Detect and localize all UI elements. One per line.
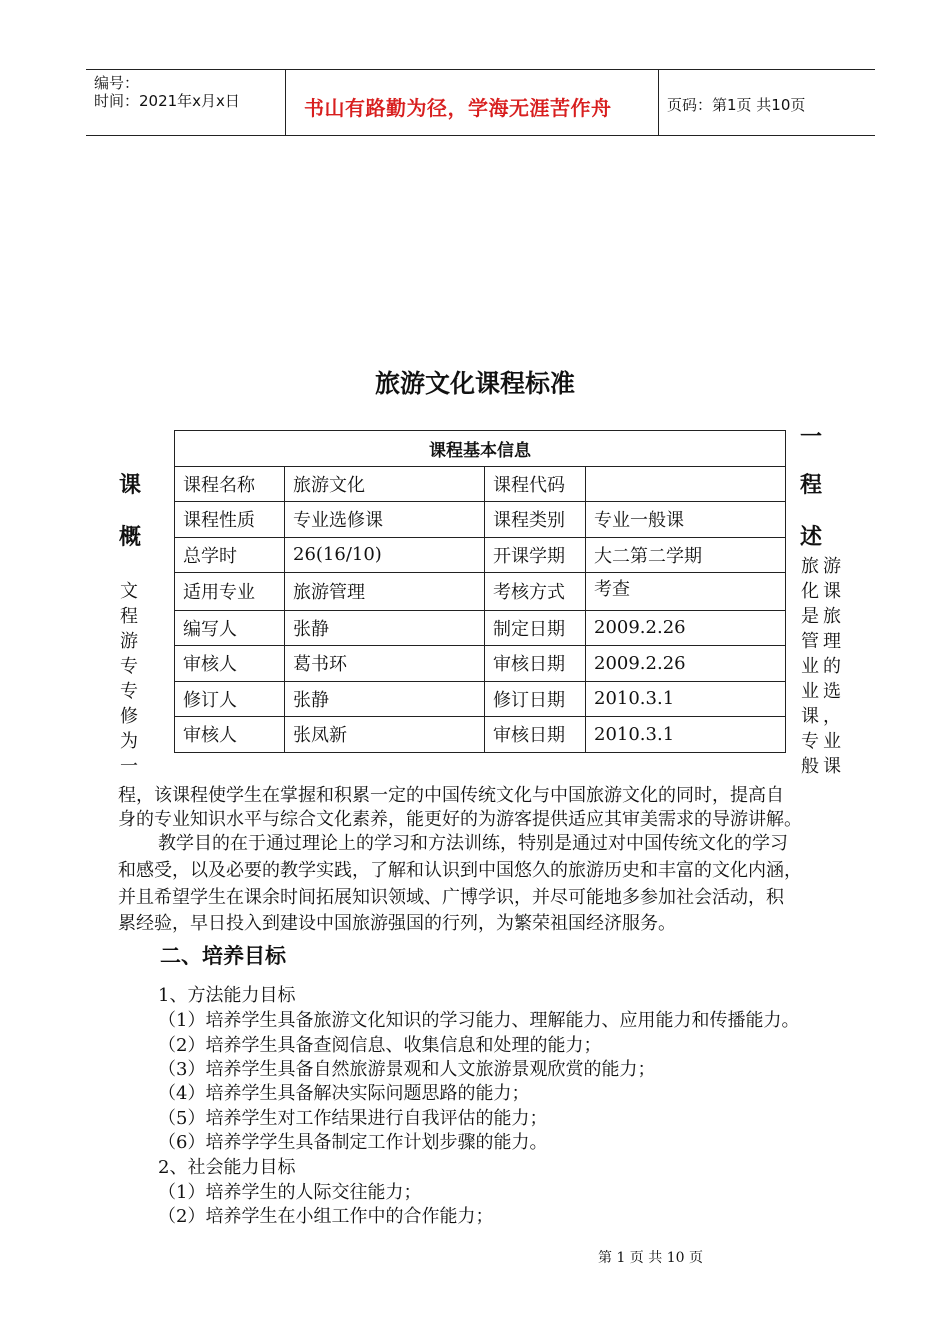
document-title: 旅游文化课程标准 (374, 369, 575, 398)
section1-heading-char-4: 概 (119, 525, 142, 550)
table-caption-row (175, 431, 786, 467)
table-row (175, 466, 786, 502)
table-cell: 2010.3.1 (586, 717, 786, 753)
table-cell: 课程代码 (485, 466, 586, 502)
table-cell: 适用专业 (175, 573, 285, 611)
wrap-left-text: 文 (120, 581, 138, 602)
table-row (175, 717, 786, 753)
table-row (175, 537, 786, 573)
table-cell: 修订人 (175, 681, 285, 717)
wrap-left-text: 修 (120, 706, 138, 727)
table-cell: 大二第二学期 (586, 537, 786, 573)
table-cell: 葛书环 (285, 646, 485, 682)
table-cell: 2010.3.1 (586, 681, 786, 717)
wrap-left-text: 为 (120, 731, 138, 752)
table-cell: 审核人 (175, 646, 285, 682)
method-item: （2）培养学生具备查阅信息、收集信息和处理的能力； (158, 1035, 602, 1056)
table-cell: 修订日期 (485, 681, 586, 717)
wrap-right-text: 业的 (801, 656, 845, 677)
table-cell: 2009.2.26 (586, 610, 786, 646)
header-page-info: 页码：第1页 共10页 (667, 96, 806, 114)
wrap-left-text: 游 (120, 631, 138, 652)
table-cell: 张静 (285, 610, 485, 646)
goal-line: 累经验，早日投入到建设中国旅游强国的行列，为繁荣祖国经济服务。 (118, 913, 676, 934)
wrap-right-text: 业选 (801, 681, 845, 702)
table-cell: 审核人 (175, 717, 285, 753)
header-divider-right (658, 69, 659, 136)
wrap-right-text: 专业 (801, 731, 845, 752)
table-cell: 专业选修课 (285, 502, 485, 538)
section1-heading-char-1: 一 (800, 425, 823, 450)
method-item: （5）培养学生对工作结果进行自我评估的能力； (158, 1108, 548, 1129)
header-time-label: 时间：2021年x月x日 (94, 92, 240, 110)
table-cell: 专业一般课 (586, 502, 786, 538)
table-cell: 课程类别 (485, 502, 586, 538)
table-cell: 旅游文化 (285, 466, 485, 502)
wrap-right-text: 旅游 (801, 556, 845, 577)
section2-heading: 二、培养目标 (160, 944, 286, 968)
wrap-right-text: 课， (801, 706, 845, 727)
table-cell: 考查 (586, 573, 786, 611)
section1-heading-char-5: 述 (800, 525, 823, 550)
social-item: （2）培养学生在小组工作中的合作能力； (158, 1206, 494, 1227)
table-cell: 课程名称 (175, 466, 285, 502)
table-cell: 总学时 (175, 537, 285, 573)
page-footer: 第 1 页 共 10 页 (598, 1250, 703, 1266)
course-info-table (174, 430, 786, 753)
header-number-label: 编号： (94, 74, 140, 92)
header-divider-left (285, 69, 286, 136)
table-cell: 开课学期 (485, 537, 586, 573)
intro-line: 身的专业知识水平与综合文化素养，能更好的为游客提供适应其审美需求的导游讲解。 (118, 809, 802, 830)
wrap-left-text: 一 (120, 756, 138, 777)
wrap-left-text: 专 (120, 681, 138, 702)
wrap-right-text: 管理 (801, 631, 845, 652)
table-cell: 审核日期 (485, 717, 586, 753)
header-bottom-rule (86, 135, 875, 136)
table-cell: 编写人 (175, 610, 285, 646)
wrap-right-text: 是旅 (801, 606, 845, 627)
intro-line: 程，该课程使学生在掌握和积累一定的中国传统文化与中国旅游文化的同时，提高自 (118, 785, 784, 806)
table-row (175, 502, 786, 538)
section1-heading-char-3: 程 (800, 473, 823, 498)
header-motto: 书山有路勤为径，学海无涯苦作舟 (304, 96, 612, 120)
method-item: （1）培养学生具备旅游文化知识的学习能力、理解能力、应用能力和传播能力。 (158, 1010, 800, 1031)
wrap-right-text: 化课 (801, 581, 845, 602)
method-heading: 1、方法能力目标 (158, 985, 296, 1006)
header-top-rule (86, 69, 875, 70)
table-cell: 审核日期 (485, 646, 586, 682)
method-item: （6）培养学学生具备制定工作计划步骤的能力。 (158, 1132, 548, 1153)
method-item: （4）培养学生具备解决实际问题思路的能力； (158, 1083, 530, 1104)
table-cell: 考核方式 (485, 573, 586, 611)
table-cell: 旅游管理 (285, 573, 485, 611)
goal-line: 教学目的在于通过理论上的学习和方法训练，特别是通过对中国传统文化的学习 (158, 833, 788, 854)
table-row (175, 610, 786, 646)
goal-line: 并且希望学生在课余时间拓展知识领域、广博学识，并尽可能地多参加社会活动，积 (118, 887, 784, 908)
table-row (175, 573, 786, 611)
table-cell: 课程性质 (175, 502, 285, 538)
table-cell: 张凤新 (285, 717, 485, 753)
method-item: （3）培养学生具备自然旅游景观和人文旅游景观欣赏的能力； (158, 1059, 656, 1080)
table-caption: 课程基本信息 (175, 431, 786, 467)
table-cell: 张静 (285, 681, 485, 717)
table-row (175, 646, 786, 682)
table-cell: 制定日期 (485, 610, 586, 646)
goal-line: 和感受，以及必要的教学实践，了解和认识到中国悠久的旅游历史和丰富的文化内涵， (118, 860, 802, 881)
table-row (175, 681, 786, 717)
section1-heading-char-2: 课 (119, 473, 142, 498)
table-cell (586, 466, 786, 502)
social-item: （1）培养学生的人际交往能力； (158, 1182, 422, 1203)
social-heading: 2、社会能力目标 (158, 1157, 296, 1178)
table-cell: 2009.2.26 (586, 646, 786, 682)
wrap-left-text: 程 (120, 606, 138, 627)
wrap-right-text: 般课 (801, 756, 845, 777)
table-cell: 26(16/10) (285, 537, 485, 573)
wrap-left-text: 专 (120, 656, 138, 677)
